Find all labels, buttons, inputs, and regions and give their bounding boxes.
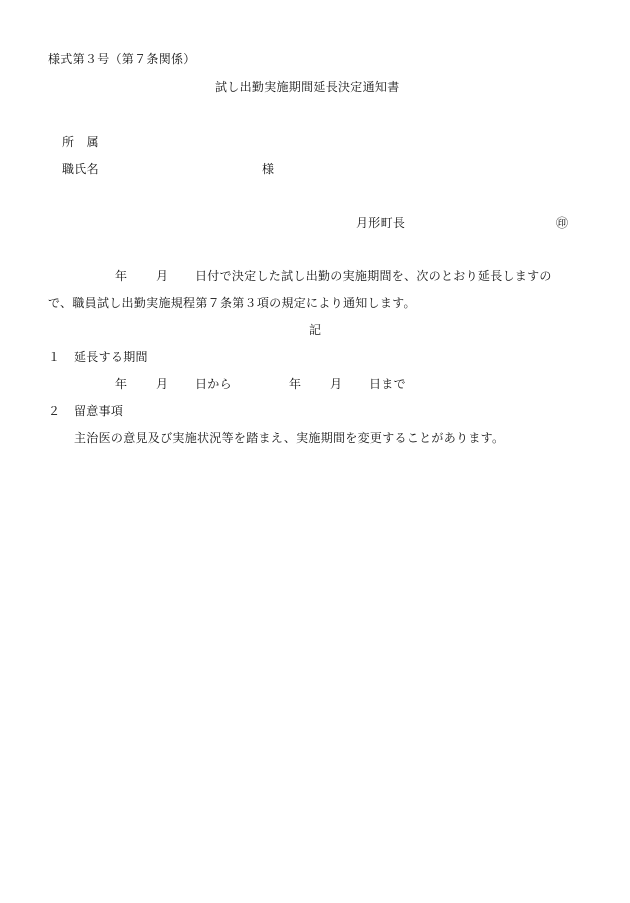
seal-mark: ㊞ — [556, 216, 569, 230]
item-1-heading: 延長する期間 — [74, 350, 148, 364]
ki-mark: 記 — [309, 323, 322, 337]
body-line-2: で、職員試し出勤実施規程第７条第３項の規定により通知します。 — [48, 296, 416, 310]
affiliation-label: 所 属 — [62, 135, 99, 149]
period-from-day: 日から — [195, 377, 232, 391]
period-from-year: 年 — [115, 377, 128, 391]
period-to-year: 年 — [289, 377, 302, 391]
document-title: 試し出勤実施期間延長決定通知書 — [215, 80, 400, 94]
period-to-day: 日まで — [369, 377, 406, 391]
name-label: 職氏名 — [62, 162, 99, 176]
period-from-month: 月 — [156, 377, 169, 391]
body-line-1: 日付で決定した試し出勤の実施期間を、次のとおり延長しますの — [195, 269, 552, 283]
item-2-text: 主治医の意見及び実施状況等を踏まえ、実施期間を変更することがあります。 — [74, 431, 505, 445]
form-number: 様式第３号（第７条関係） — [48, 52, 196, 66]
honorific: 様 — [262, 162, 275, 176]
period-to-month: 月 — [330, 377, 343, 391]
date-month: 月 — [156, 269, 169, 283]
item-1-number: １ — [48, 350, 61, 364]
item-2-heading: 留意事項 — [74, 404, 124, 418]
date-year: 年 — [115, 269, 128, 283]
issuer-name: 月形町長 — [356, 216, 406, 230]
item-2-number: ２ — [48, 404, 61, 418]
